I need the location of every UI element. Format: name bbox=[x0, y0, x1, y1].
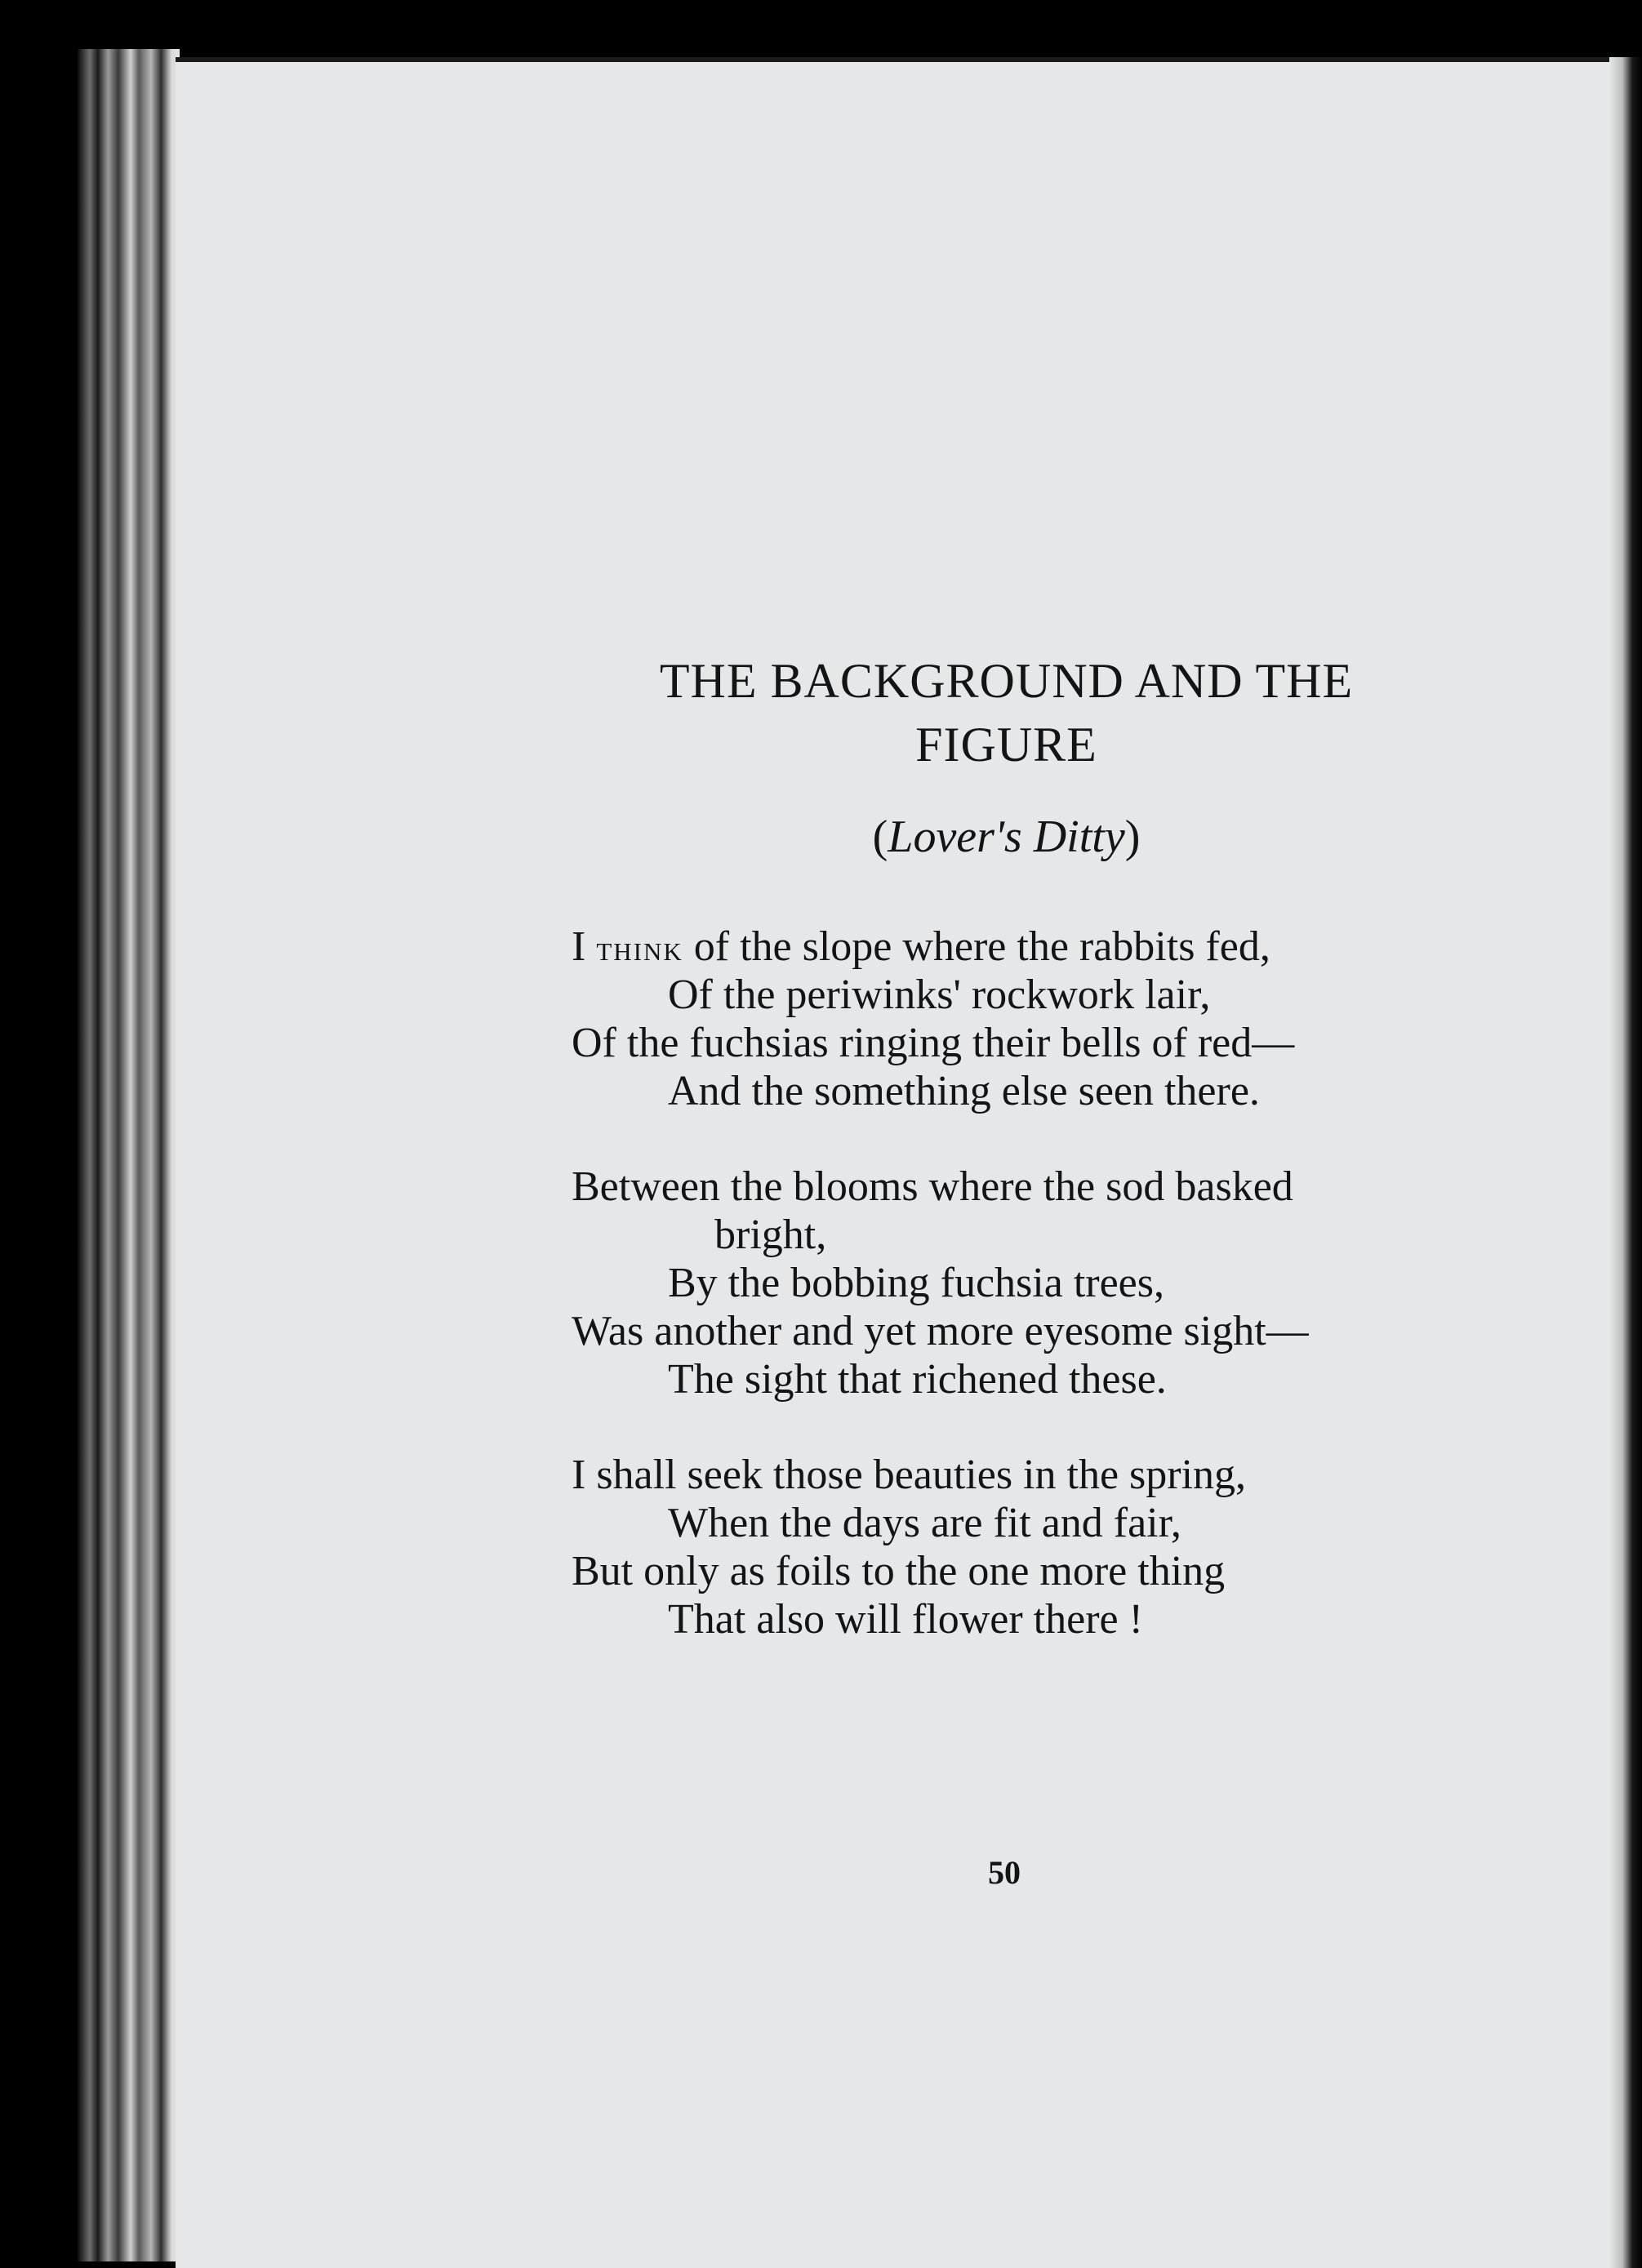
stanza-3 bbox=[572, 1451, 1470, 1643]
poem-line: bright, bbox=[714, 1212, 827, 1258]
first-word: I bbox=[572, 923, 586, 970]
title-line-2: FIGURE bbox=[915, 718, 1097, 772]
subtitle-close-paren: ) bbox=[1124, 812, 1141, 862]
poem-line: Between the blooms where the sod basked bbox=[572, 1163, 1293, 1210]
poem-line: Of the periwinks' rockwork lair, bbox=[668, 972, 1211, 1018]
title-line-1: THE BACKGROUND AND THE bbox=[659, 654, 1354, 708]
poem-line: That also will flower there ! bbox=[668, 1596, 1143, 1643]
poem-line bbox=[572, 923, 1470, 971]
stanza-1 bbox=[572, 923, 1470, 1115]
poem-line: But only as foils to the one more thing bbox=[572, 1548, 1226, 1594]
poem-title bbox=[563, 649, 1449, 776]
poem-line: Was another and yet more eyesome sight— bbox=[572, 1308, 1309, 1354]
subtitle-text: Lover's Ditty bbox=[888, 812, 1125, 862]
small-caps-word: think bbox=[596, 928, 683, 968]
poem-line: Of the fuchsias ringing their bells of red— bbox=[572, 1020, 1295, 1066]
poem-line: By the bobbing fuchsia trees, bbox=[668, 1260, 1164, 1306]
subtitle-open-paren: ( bbox=[872, 812, 888, 862]
poem-line: The sight that richened these. bbox=[668, 1356, 1167, 1403]
line-rest: of the slope where the rabbits fed, bbox=[693, 923, 1270, 970]
poem-line: And the something else seen there. bbox=[668, 1068, 1260, 1114]
poem-line: I shall seek those beauties in the spring, bbox=[572, 1452, 1247, 1498]
poem-line: When the days are fit and fair, bbox=[668, 1500, 1181, 1546]
stanza-2 bbox=[572, 1163, 1470, 1403]
page-number: 50 bbox=[988, 1854, 1021, 1891]
poem-subtitle bbox=[563, 808, 1449, 865]
poem-body bbox=[572, 923, 1470, 1691]
